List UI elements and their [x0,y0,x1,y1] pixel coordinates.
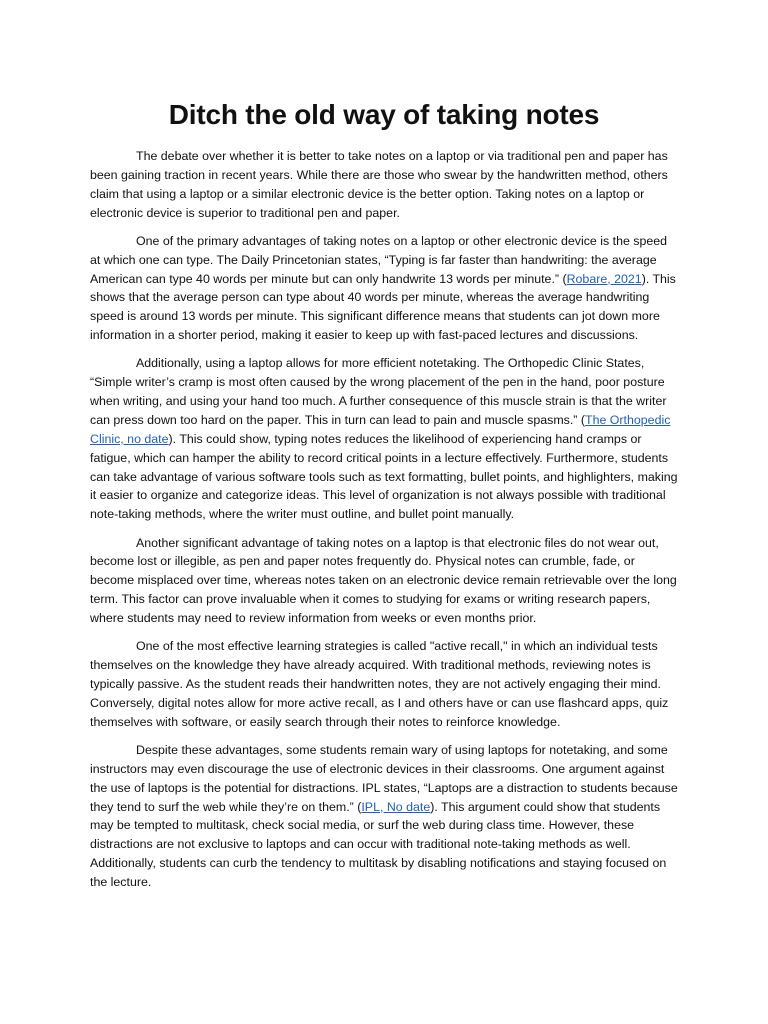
paragraph-text: ). This could show, typing notes reduces the likelihood of experiencing hand cramps or fatigue, which can hamper the ability to record critical points in a lecture effectively. Furthermore, students can take advantage of various software tools such as text formatting, bullet points, and highlighters, making it easier to organize and categorize ideas. This level of organization is not always possible with traditional note-taking methods, where the writer must outline, and bullet point manually. [90,431,678,522]
citation-link-robare[interactable]: Robare, 2021 [566,271,642,286]
paragraph-text: One of the primary advantages of taking notes on a laptop or other electronic device is the speed at which one can type. The Daily Princetonian states, “Typing is far faster than handwriting: the average American can type 40 words per minute but can only handwrite 13 words per minute.” ( [90,233,668,286]
paragraph-text: One of the most effective learning strategies is called "active recall," in which an individual tests themselves on the knowledge they have already acquired. With traditional methods, reviewing notes is typically passive. As the student reads their handwritten notes, they are not actively engaging their mind. Conversely, digital notes allow for more active recall, as I and others have or can use flashcard apps, quiz themselves with software, or easily search through their notes to reinforce knowledge. [90,639,669,729]
paragraph-distractions [90,741,678,892]
paragraph-text: ). This argument could show that students may be tempted to multitask, check social media, or surf the web during class time. However, these distractions are not exclusive to laptops and can occur with traditional note-taking methods as well. Additionally, students can curb the tendency to multitask by disabling notifications and staying focused on the lecture. [90,799,667,889]
citation-link-orthopedic-clinic[interactable]: The Orthopedic Clinic, no date [90,412,671,446]
paragraph-efficiency [90,354,678,524]
paragraph-text: Another significant advantage of taking notes on a laptop is that electronic files do not wear out, become lost or illegible, as pen and paper notes frequently do. Physical notes can crumble, fade, or become misplaced over time, whereas notes taken on an electronic device remain retrievable over the long term. This factor can prove invaluable when it comes to studying for exams or writing research papers, where students may need to review information from weeks or even months prior. [90,535,677,625]
paragraph-text: Additionally, using a laptop allows for more efficient notetaking. The Orthopedic Clinic States, “Simple writer’s cramp is most often caused by the wrong placement of the pen in the hand, poor posture when writing, and using your hand too much. A further consequence of this muscle strain is that the writer can press down too hard on the paper. This in turn can lead to pain and muscle spasms.” ( [90,356,667,427]
paragraph-intro [90,147,678,222]
paragraph-text: The debate over whether it is better to take notes on a laptop or via traditional pen and paper has been gaining traction in recent years. While there are those who swear by the handwritten method, others claim that using a laptop or a similar electronic device is the better option. Taking notes on a laptop or electronic device is superior to traditional pen and paper. [90,149,668,220]
paragraph-active-recall [90,637,678,731]
paragraph-text: Despite these advantages, some students remain wary of using laptops for notetaking, and some instructors may even discourage the use of electronic devices in their classrooms. One argument against the use of laptops is the potential for distractions. IPL states, “Laptops are a distraction to students because they tend to surf the web while they’re on them.” ( [90,742,678,814]
paragraph-durability [90,534,678,628]
citation-link-ipl[interactable]: IPL, No date [361,799,431,814]
document-title: Ditch the old way of taking notes [168,99,600,130]
document-body [90,147,678,892]
paragraph-text: ). This shows that the average person can type about 40 words per minute, whereas the average handwriting speed is around 13 words per minute. This significant difference means that students can jot down more information in a shorter period, making it easier to keep up with fast-paced lectures and discussions. [90,271,676,343]
paragraph-typing-speed [90,232,678,345]
